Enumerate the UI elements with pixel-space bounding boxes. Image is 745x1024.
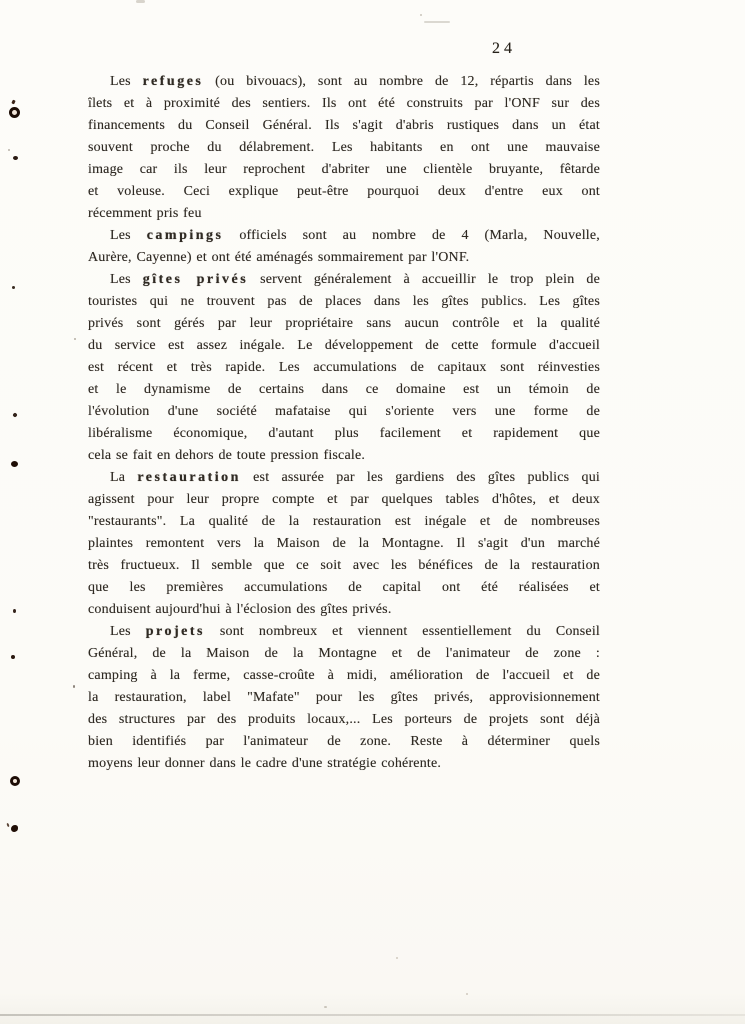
text-line: la restauration, label "Mafate" pour les gîtes privés, approvisionnement (88, 690, 600, 705)
text-line: îlets et à proximité des sentiers. Ils ont été construits par l'ONF sur des (88, 96, 600, 111)
scan-speck (11, 100, 15, 105)
scan-edge-line (0, 1014, 745, 1016)
scan-speck (13, 609, 16, 613)
text-line: moyens leur donner dans le cadre d'une stratégie cohérente. (88, 756, 442, 771)
body-text (88, 71, 600, 775)
bold-term: restauration (137, 470, 241, 485)
scan-speck (11, 461, 18, 467)
text-line: "restaurants". La qualité de la restauration est inégale et de nombreuses (88, 514, 600, 529)
scan-speck (6, 823, 9, 827)
bold-term: refuges (142, 74, 204, 89)
page-number: 24 (492, 40, 516, 57)
scan-speck (466, 993, 468, 995)
text-line: bien identifiés par l'animateur de zone. Reste à déterminer quels (88, 734, 600, 749)
text-line: privés sont gérés par leur propriétaire sans aucun contrôle et la qualité (88, 316, 600, 331)
scan-speck (13, 156, 18, 160)
text-line: Les campings officiels sont au nombre de 4 (Marla, Nouvelle, (110, 228, 600, 243)
text-line: financements du Conseil Général. Ils s'agit d'abris rustiques dans un état (88, 118, 600, 133)
text-line: des structures par des produits locaux,... Les porteurs de projets sont déjà (88, 712, 600, 727)
text-line: souvent proche du délabrement. Les habitants en ont une mauvaise (88, 140, 600, 155)
text-line: est récent et très rapide. Les accumulations de capitaux sont réinvesties (88, 360, 600, 375)
text-line: Les gîtes privés servent généralement à accueillir le trop plein de (110, 272, 600, 287)
scan-speck (9, 107, 20, 118)
text-line: que les premières accumulations de capital ont été réalisées et (88, 580, 600, 595)
scan-speck (424, 21, 450, 23)
text-line: agissent pour leur propre compte et par quelques tables d'hôtes, et deux (88, 492, 600, 507)
scan-speck (12, 286, 15, 289)
text-line: conduisent aujourd'hui à l'éclosion des gîtes privés. (88, 602, 392, 617)
text-line: Les refuges (ou bivouacs), sont au nombre de 12, répartis dans les (110, 74, 600, 89)
text-line: du service est assez inégale. Le développement de cette formule d'accueil (88, 338, 600, 353)
scan-speck (74, 338, 76, 340)
scan-speck (324, 1006, 327, 1008)
scan-speck (136, 0, 145, 3)
text-line: Général, de la Maison de la Montagne et de l'animateur de zone : (88, 646, 600, 661)
scan-speck (11, 655, 15, 659)
text-line: camping à la ferme, casse-croûte à midi, amélioration de l'accueil et de (88, 668, 600, 683)
scan-speck (8, 149, 10, 151)
text-line: très fructueux. Il semble que ce soit avec les bénéfices de la restauration (88, 558, 600, 573)
text-line: Aurère, Cayenne) et ont été aménagés sommairement par l'ONF. (88, 250, 470, 265)
text-line: cela se fait en dehors de toute pression fiscale. (88, 448, 366, 463)
text-line: et le dynamisme de certains dans ce domaine est un témoin de (88, 382, 600, 397)
scan-speck (73, 685, 75, 688)
bold-term: gîtes privés (142, 272, 249, 287)
text-line: et voleuse. Ceci explique peut-être pourquoi deux d'entre eux ont (88, 184, 600, 199)
scan-speck (420, 14, 422, 16)
text-line: libéralisme économique, d'autant plus facilement et rapidement que (88, 426, 600, 441)
text-line: Les projets sont nombreux et viennent essentiellement du Conseil (110, 624, 600, 639)
text-line: image car ils leur reprochent d'abriter une clientèle bruyante, fêtarde (88, 162, 600, 177)
text-line: l'évolution d'une société mafataise qui s'oriente vers une forme de (88, 404, 600, 419)
scan-speck (10, 776, 20, 786)
bold-term: projets (145, 624, 205, 639)
text-line: touristes qui ne trouvent pas de places dans les gîtes publics. Les gîtes (88, 294, 600, 309)
text-line: récemment pris feu (88, 206, 202, 221)
scan-speck (396, 957, 398, 959)
text-line: plaintes remontent vers la Maison de la Montagne. Il s'agit d'un marché (88, 536, 600, 551)
text-line: La restauration est assurée par les gardiens des gîtes publics qui (110, 470, 600, 485)
scan-speck (12, 412, 18, 418)
bold-term: campings (146, 228, 224, 243)
scan-speck (11, 825, 18, 832)
